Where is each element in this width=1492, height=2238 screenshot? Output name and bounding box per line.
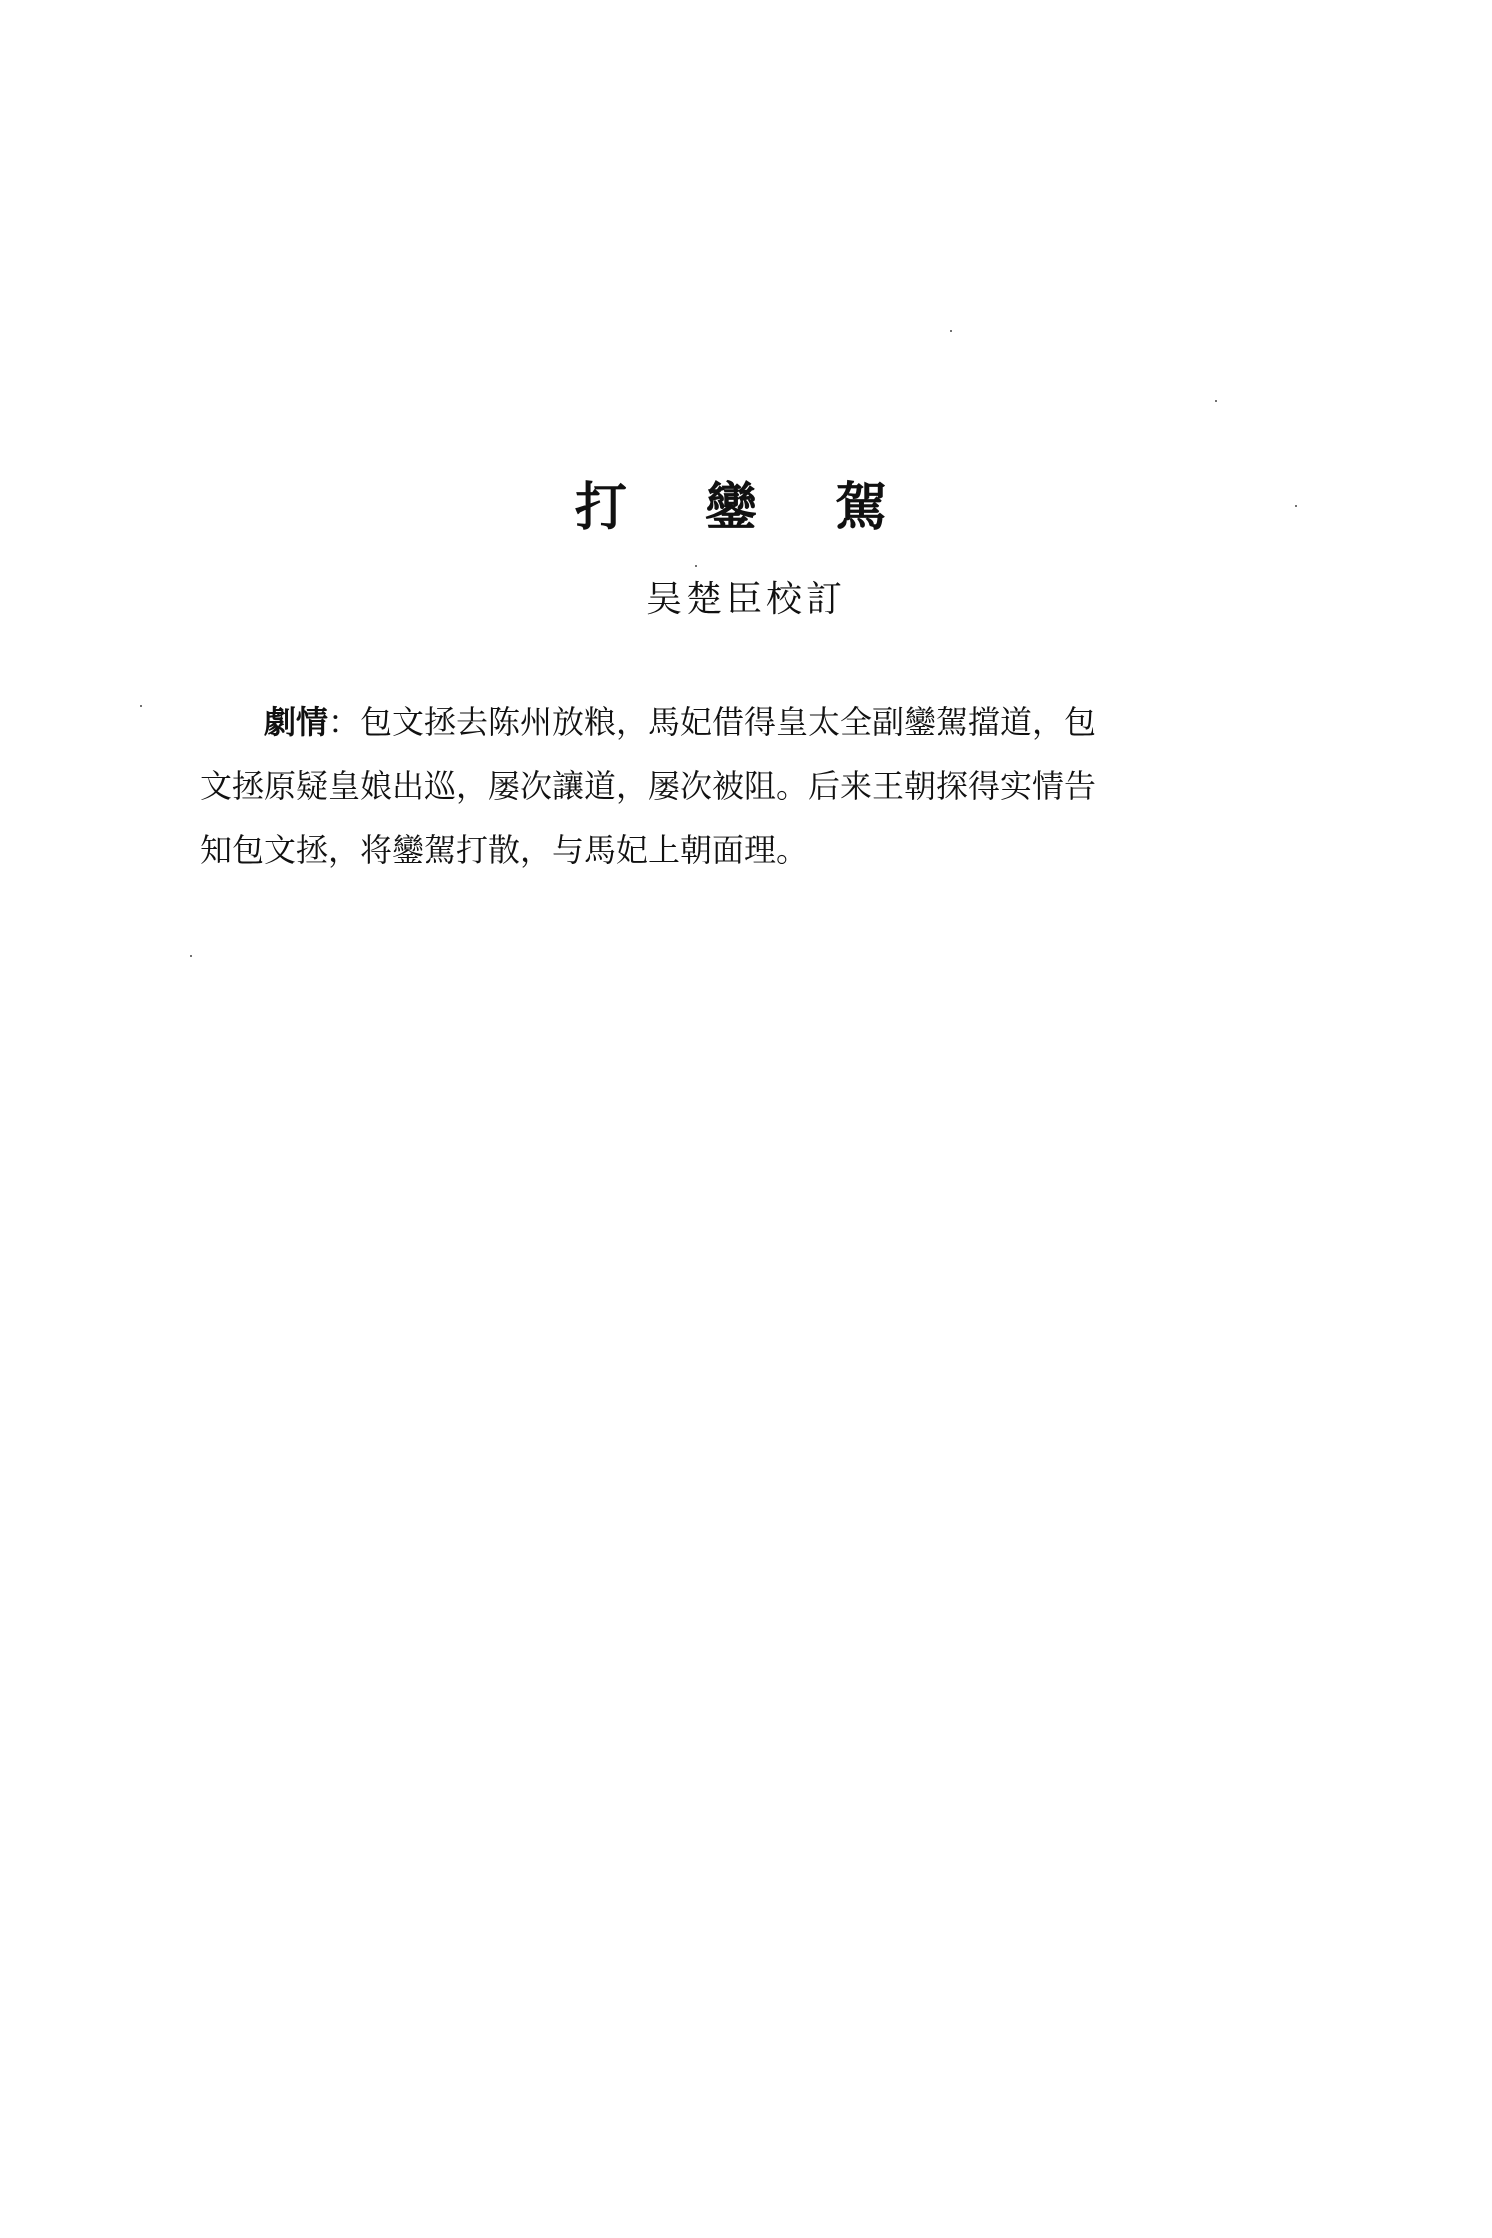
scan-speck [1295, 505, 1297, 507]
synopsis-line-1 [200, 690, 1200, 754]
scan-speck [140, 705, 142, 707]
scan-speck [1215, 400, 1217, 402]
editor-credit: 吴楚臣校訂 [645, 579, 846, 620]
scan-speck [950, 330, 952, 332]
synopsis-line-3: 知包文拯，将鑾駕打散，与馬妃上朝面理。 [200, 831, 809, 869]
scan-speck [695, 565, 697, 567]
synopsis-line-2: 文拯原疑皇娘出巡，屡次讓道，屡次被阻。后来王朝探得实情告 [200, 767, 1097, 805]
synopsis-label: 劇情 [264, 703, 329, 741]
synopsis-text-1: 包文拯去陈州放粮，馬妃借得皇太全副鑾駕擋道，包 [360, 703, 1097, 741]
document-title: 打 鑾 駕 [574, 477, 918, 538]
scan-speck [190, 955, 192, 957]
synopsis-separator: ： [328, 703, 361, 741]
synopsis-paragraph [200, 690, 1200, 882]
